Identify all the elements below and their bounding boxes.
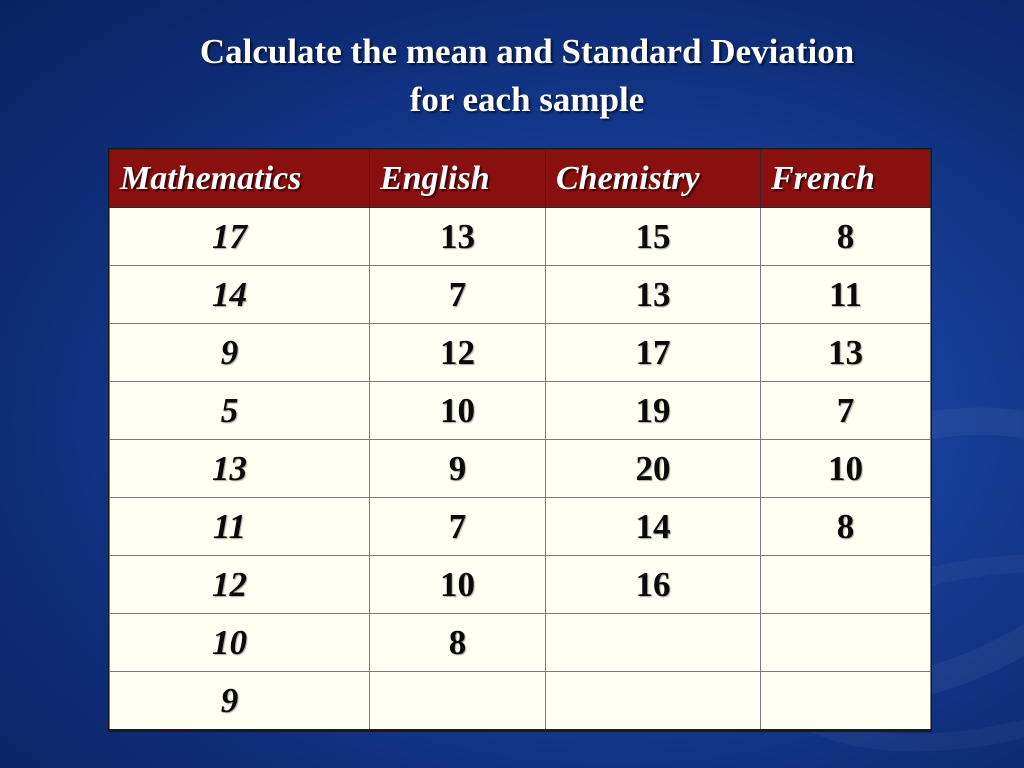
cell-chemistry: 13 bbox=[546, 266, 761, 324]
cell-english: 13 bbox=[370, 208, 546, 266]
cell-mathematics: 9 bbox=[110, 324, 370, 382]
cell-french: 8 bbox=[761, 208, 931, 266]
table-row bbox=[110, 498, 931, 556]
cell-english bbox=[370, 672, 546, 731]
cell-chemistry: 20 bbox=[546, 440, 761, 498]
cell-chemistry: 14 bbox=[546, 498, 761, 556]
cell-mathematics: 11 bbox=[110, 498, 370, 556]
table-row bbox=[110, 556, 931, 614]
table-row bbox=[110, 324, 931, 382]
cell-english: 9 bbox=[370, 440, 546, 498]
cell-french: 7 bbox=[761, 382, 931, 440]
table-row bbox=[110, 614, 931, 672]
header-mathematics: Mathematics bbox=[110, 150, 370, 208]
cell-chemistry bbox=[546, 672, 761, 731]
cell-english: 7 bbox=[370, 266, 546, 324]
cell-chemistry: 19 bbox=[546, 382, 761, 440]
header-chemistry: Chemistry bbox=[546, 150, 761, 208]
cell-french bbox=[761, 614, 931, 672]
cell-french bbox=[761, 556, 931, 614]
cell-mathematics: 13 bbox=[110, 440, 370, 498]
cell-french: 11 bbox=[761, 266, 931, 324]
cell-french bbox=[761, 672, 931, 731]
cell-mathematics: 10 bbox=[110, 614, 370, 672]
cell-chemistry: 15 bbox=[546, 208, 761, 266]
slide-title-line-2: for each sample bbox=[409, 80, 645, 119]
cell-french: 8 bbox=[761, 498, 931, 556]
table-row bbox=[110, 266, 931, 324]
cell-english: 10 bbox=[370, 382, 546, 440]
cell-chemistry bbox=[546, 614, 761, 672]
cell-english: 12 bbox=[370, 324, 546, 382]
header-french: French bbox=[761, 150, 931, 208]
table-row bbox=[110, 672, 931, 731]
cell-english: 8 bbox=[370, 614, 546, 672]
cell-chemistry: 16 bbox=[546, 556, 761, 614]
table-row bbox=[110, 208, 931, 266]
cell-mathematics: 14 bbox=[110, 266, 370, 324]
cell-french: 10 bbox=[761, 440, 931, 498]
cell-french: 13 bbox=[761, 324, 931, 382]
cell-mathematics: 17 bbox=[110, 208, 370, 266]
cell-english: 7 bbox=[370, 498, 546, 556]
table-header-row bbox=[110, 150, 931, 208]
table-row bbox=[110, 382, 931, 440]
cell-english: 10 bbox=[370, 556, 546, 614]
cell-mathematics: 5 bbox=[110, 382, 370, 440]
header-english: English bbox=[370, 150, 546, 208]
cell-mathematics: 12 bbox=[110, 556, 370, 614]
cell-chemistry: 17 bbox=[546, 324, 761, 382]
slide-title-line-1: Calculate the mean and Standard Deviation bbox=[199, 32, 855, 71]
scores-table bbox=[109, 149, 931, 731]
slide-title bbox=[0, 28, 1024, 124]
table-row bbox=[110, 440, 931, 498]
cell-mathematics: 9 bbox=[110, 672, 370, 731]
